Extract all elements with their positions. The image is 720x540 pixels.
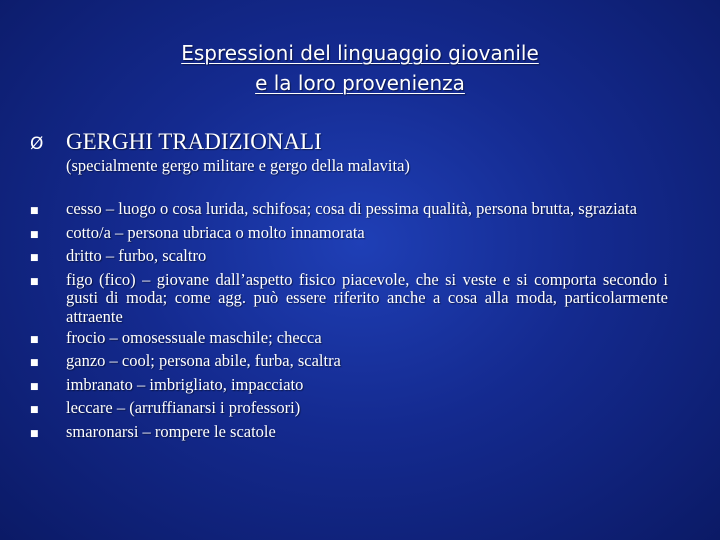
slide-title-line-1: Espressioni del linguaggio giovanile bbox=[181, 41, 539, 65]
list-item bbox=[30, 399, 668, 420]
list-item-text: dritto – furbo, scaltro bbox=[66, 246, 207, 265]
list-item-text: smaronarsi – rompere le scatole bbox=[66, 421, 276, 441]
square-bullet-icon: ■ bbox=[30, 253, 39, 263]
arrow-bullet-icon: Ø bbox=[30, 134, 44, 154]
term-list bbox=[30, 200, 668, 446]
section-heading-text: GERGHI TRADIZIONALI bbox=[66, 129, 322, 154]
slide-title bbox=[110, 38, 610, 98]
list-item-text: imbranato – imbrigliato, impacciato bbox=[66, 374, 304, 394]
square-bullet-icon: ■ bbox=[30, 405, 39, 415]
square-bullet-icon: ■ bbox=[30, 206, 39, 216]
list-item-text: figo (fico) – giovane dall’aspetto fisico piacevole, che si veste e si comporta secondo i gusti di moda; come agg. può essere riferito anche a cosa alla moda, particolarmente attraente bbox=[66, 269, 668, 326]
list-item bbox=[30, 329, 668, 350]
section-heading bbox=[30, 128, 690, 176]
list-item-text: ganzo – cool; persona abile, furba, scaltra bbox=[66, 351, 341, 370]
list-item bbox=[30, 271, 668, 327]
list-item bbox=[30, 352, 668, 373]
square-bullet-icon: ■ bbox=[30, 276, 39, 287]
list-item bbox=[30, 224, 668, 245]
list-item bbox=[30, 423, 668, 444]
list-item-text: leccare – (arruffianarsi i professori) bbox=[66, 398, 301, 417]
list-item-text: cotto/a – persona ubriaca o molto innamorata bbox=[66, 222, 365, 242]
section-subheading: (specialmente gergo militare e gergo della malavita) bbox=[66, 156, 410, 175]
square-bullet-icon: ■ bbox=[30, 428, 39, 439]
slide-title-line-2: e la loro provenienza bbox=[255, 71, 465, 95]
square-bullet-icon: ■ bbox=[30, 334, 39, 345]
list-item-text: frocio – omosessuale maschile; checca bbox=[66, 327, 322, 347]
list-item-text: cesso – luogo o cosa lurida, schifosa; cosa di pessima qualità, persona brutta, sgraziata bbox=[66, 199, 637, 218]
square-bullet-icon: ■ bbox=[30, 358, 39, 368]
list-item bbox=[30, 200, 668, 221]
square-bullet-icon: ■ bbox=[30, 381, 39, 392]
list-item bbox=[30, 376, 668, 397]
list-item bbox=[30, 247, 668, 268]
square-bullet-icon: ■ bbox=[30, 229, 39, 240]
